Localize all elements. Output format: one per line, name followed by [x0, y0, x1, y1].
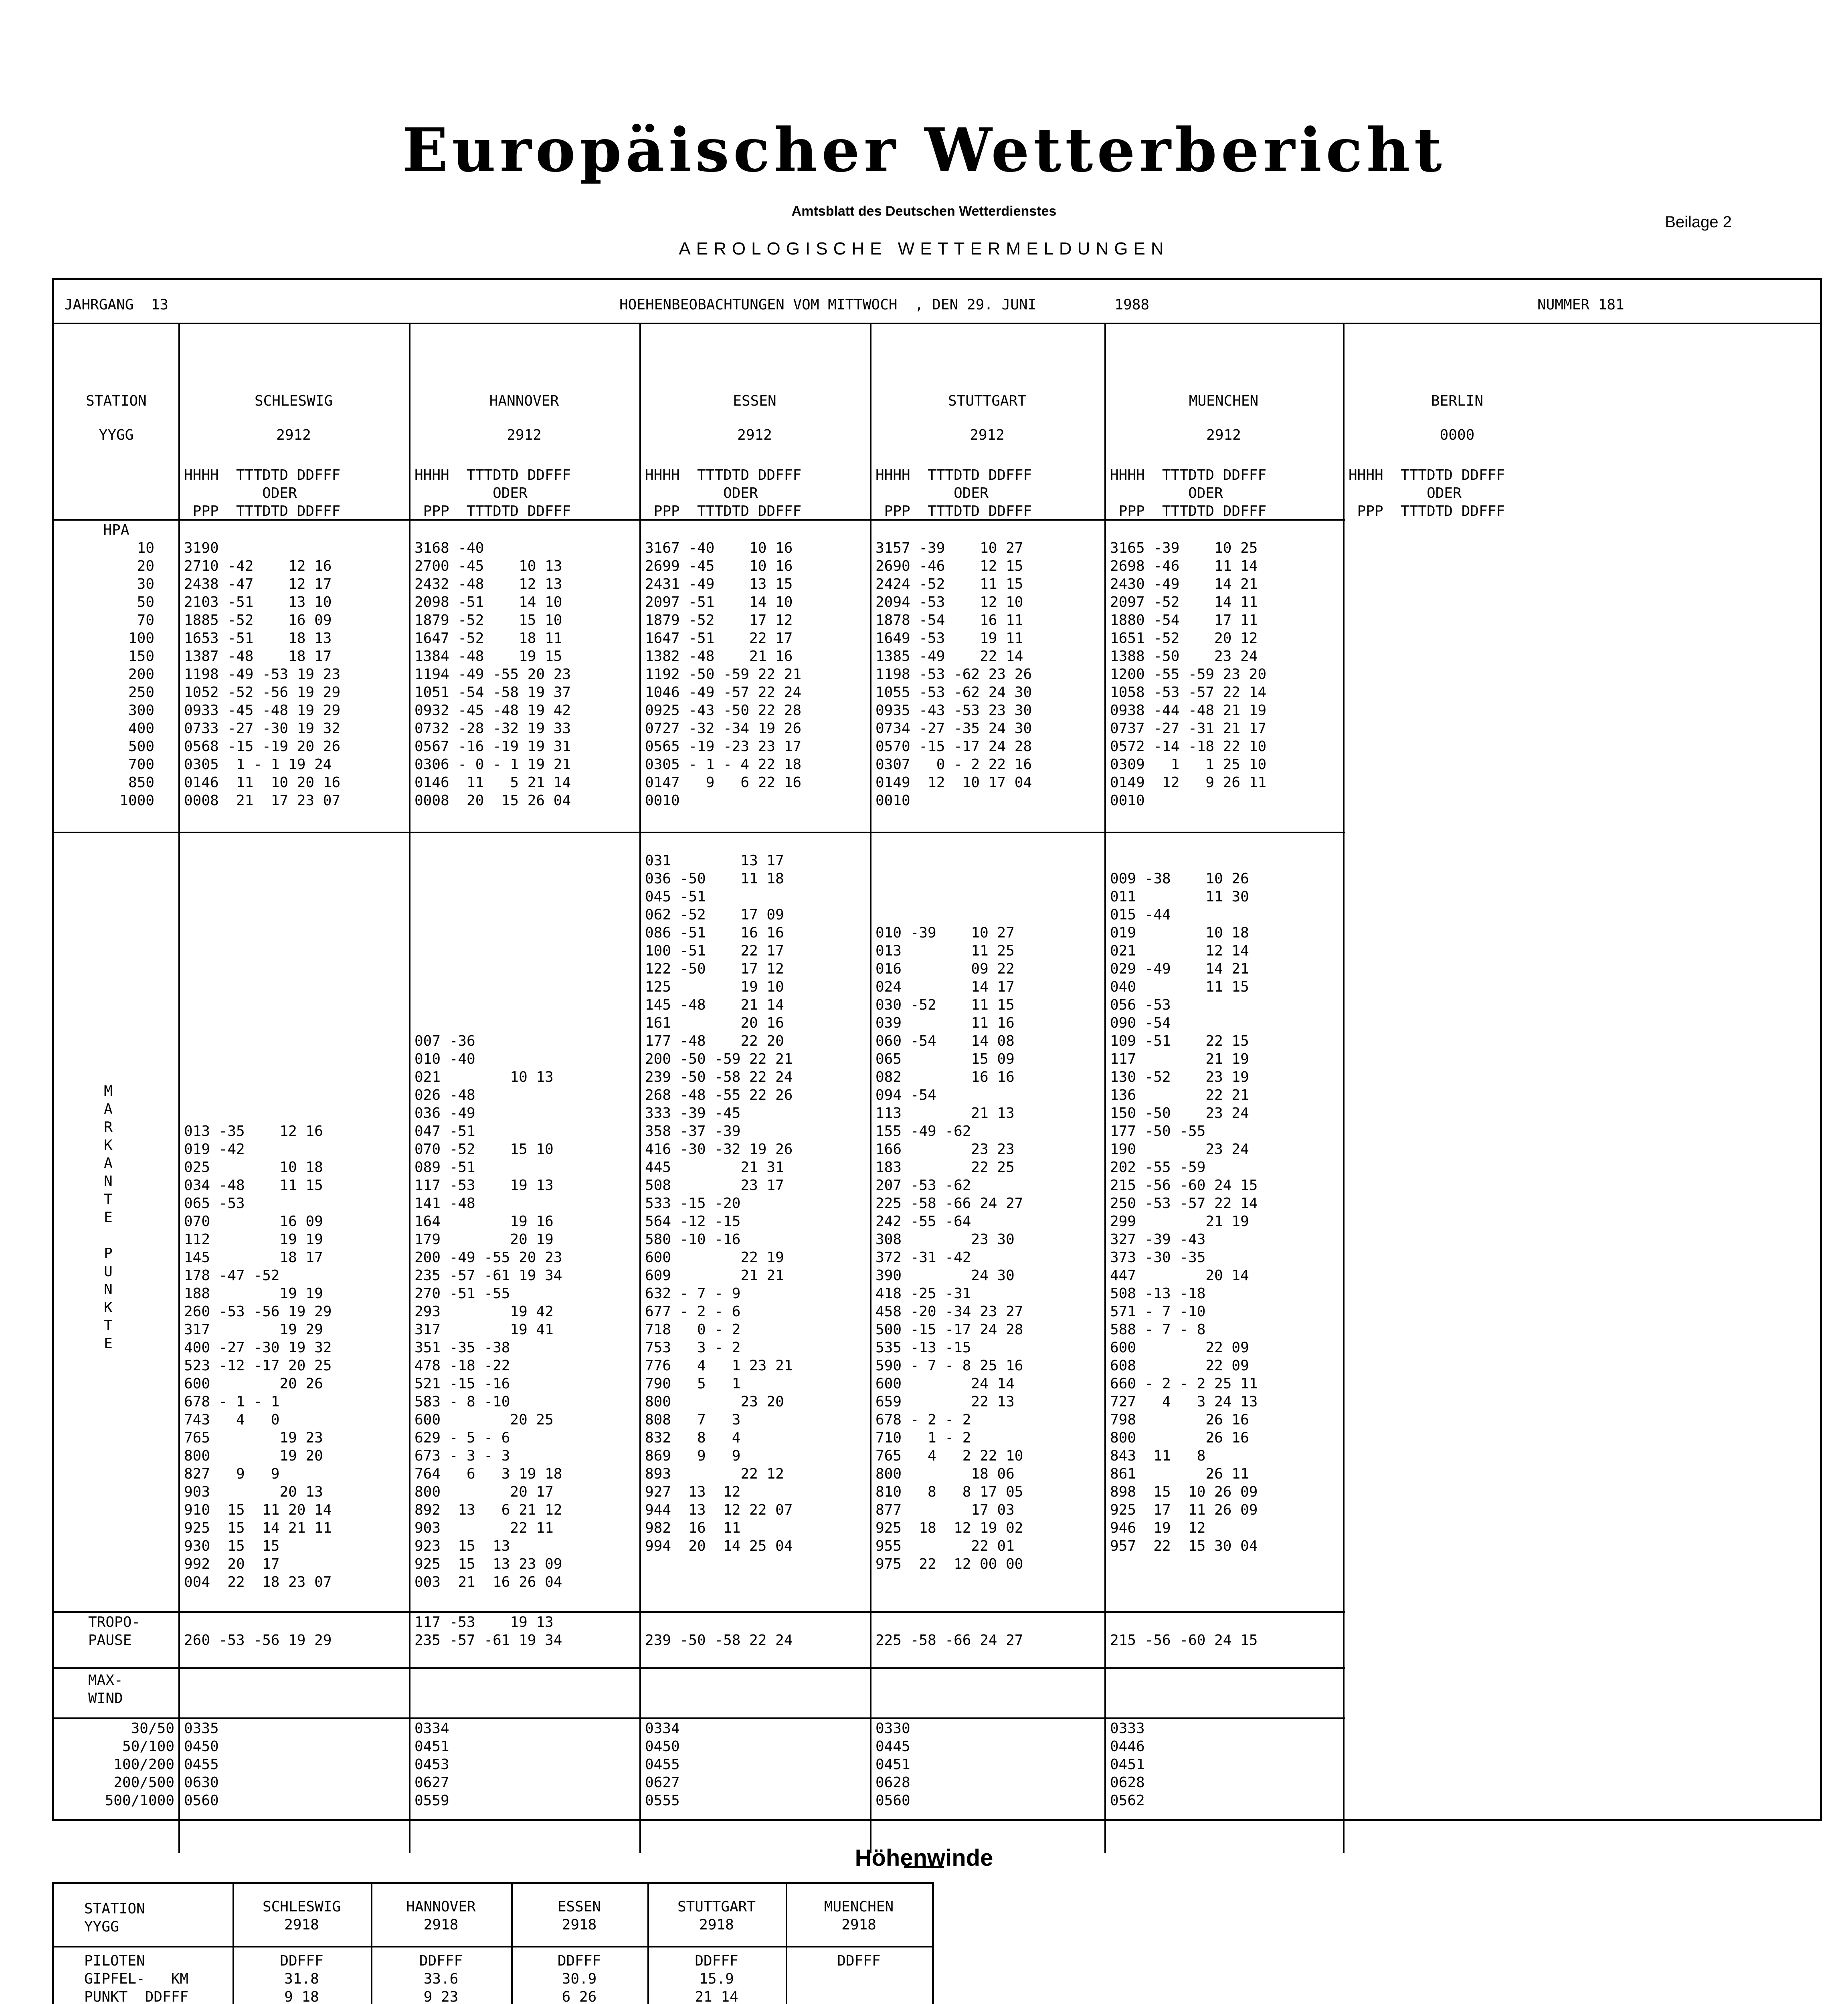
- pressure-level: 200: [128, 666, 154, 683]
- hw-station-name: ESSEN 2918: [557, 1899, 601, 1933]
- hpa-label: HPA: [103, 522, 129, 538]
- row-divider: [52, 832, 1345, 833]
- pressure-level: 10: [137, 540, 154, 556]
- markante-letter: U: [104, 1263, 113, 1280]
- pressure-level: 50: [137, 594, 154, 610]
- pressure-level: 30: [137, 576, 154, 592]
- markante-letter: E: [104, 1335, 113, 1352]
- maxwind-level: 500/1000: [105, 1792, 174, 1809]
- col-divider: [1104, 323, 1106, 1853]
- markante-letter: K: [104, 1137, 113, 1154]
- markante-letter: R: [104, 1119, 113, 1135]
- tropopause-data: 215 -56 -60 24 15: [1110, 1632, 1258, 1648]
- beilage-label: Beilage 2: [1665, 213, 1732, 231]
- hoehenwinde-title: Höhenwinde: [855, 1845, 993, 1871]
- tropopause-data: 239 -50 -58 22 24: [645, 1632, 793, 1648]
- pressure-level: 700: [128, 756, 154, 773]
- markante-letter: M: [104, 1083, 113, 1099]
- markante-letter: N: [104, 1281, 113, 1298]
- col-divider: [1343, 323, 1345, 1853]
- section-title: AEROLOGISCHE WETTERMELDUNGEN: [679, 239, 1169, 259]
- page-subtitle: Amtsblatt des Deutschen Wetterdienstes: [791, 204, 1057, 219]
- standard-levels-data: 3157 -39 10 27 2690 -46 12 15 2424 -52 11 15 2094 -53 12 10 1878 -54 16 11 1649 -53 19 11 1385 -49 22 14 1198 -53 -62 23 26 1055 -53 -62 24 30 0935 -43 -53 23 30 0734 -27 -35 24 30 0570 -15 -17 24 28 0307 0 - 2 22 16 0149 12 10 17 04 0010: [875, 540, 1032, 809]
- station-column-head: HHHH TTTDTD DDFFF ODER PPP TTTDTD DDFFF: [1110, 467, 1267, 519]
- station-label: STATION: [86, 393, 147, 409]
- maxwind-data: 0333 0446 0451 0628 0562: [1110, 1720, 1145, 1809]
- markante-letter: K: [104, 1299, 113, 1316]
- maxwind-level: 50/100: [122, 1738, 174, 1755]
- row-divider: [52, 1611, 1345, 1613]
- significant-levels-data: 007 -36 010 -40 021 10 13 026 -48 036 -49 047 -51 070 -52 15 10 089 -51 117 -53 19 13 141 -48 164 19 16 179 20 19 200 -49 -55 20 23 235 -57 -61 19 34 270 -51 -55 293 19 42 317 19 41 351 -35 -38 478 -18 -22 521 -15 -16 583 - 8 -10 600 20 25 629 - 5 - 6 673 - 3 - 3 764 6 3 19 18 800 20 17 892 13 6 21 12 903 22 11 923 15 13 925 15 13 23 09 003 21 16 26 04: [414, 1033, 562, 1590]
- standard-levels-data: 3167 -40 10 16 2699 -45 10 16 2431 -49 13 15 2097 -51 14 10 1879 -52 17 12 1647 -51 22 17 1382 -48 21 16 1192 -50 -59 22 21 1046 -49 -57 22 24 0925 -43 -50 22 28 0727 -32 -34 19 26 0565 -19 -23 23 17 0305 - 1 - 4 22 18 0147 9 6 22 16 0010: [645, 540, 802, 809]
- hw-piloten-label: PILOTEN GIPFEL- KM PUNKT DDFFF: [84, 1953, 189, 2004]
- station-name: HANNOVER: [489, 393, 559, 409]
- hw-station-name: STUTTGART 2918: [677, 1899, 756, 1933]
- maxwind-label: MAX- WIND: [88, 1672, 123, 1707]
- observation-date: HOEHENBEOBACHTUNGEN VOM MITTWOCH , DEN 29. JUNI 1988: [619, 297, 1150, 313]
- station-name: ESSEN: [733, 393, 776, 409]
- significant-levels-data: 013 -35 12 16 019 -42 025 10 18 034 -48 11 15 065 -53 070 16 09 112 19 19 145 18 17 178 -47 -52 188 19 19 260 -53 -56 19 29 317 19 29 400 -27 -30 19 32 523 -12 -17 20 25 600 20 26 678 - 1 - 1 743 4 0 765 19 23 800 19 20 827 9 9 903 20 13 910 15 11 20 14 925 15 14 21 11 930 15 15 992 20 17 004 22 18 23 07: [184, 1123, 332, 1590]
- markante-letter: N: [104, 1173, 113, 1190]
- station-column-head: HHHH TTTDTD DDFFF ODER PPP TTTDTD DDFFF: [645, 467, 802, 519]
- maxwind-data: 0334 0451 0453 0627 0559: [414, 1720, 449, 1809]
- markante-letter: A: [104, 1155, 113, 1172]
- nummer-label: NUMMER 181: [1537, 297, 1624, 313]
- row-divider: [52, 1717, 1345, 1719]
- hw-piloten-data: DDFFF 31.8 9 18: [280, 1953, 324, 2004]
- row-divider: [52, 1667, 1345, 1669]
- station-yygg: 2912: [1206, 427, 1241, 443]
- pressure-level: 250: [128, 684, 154, 701]
- jahrgang-label: JAHRGANG 13: [64, 297, 169, 313]
- hw-station-name: SCHLESWIG 2918: [262, 1899, 341, 1933]
- title-underline: [904, 1866, 944, 1868]
- markante-letter: E: [104, 1209, 113, 1226]
- col-divider: [409, 323, 410, 1853]
- standard-levels-data: 3165 -39 10 25 2698 -46 11 14 2430 -49 14 21 2097 -52 14 11 1880 -54 17 11 1651 -52 20 12 1388 -50 23 24 1200 -55 -59 23 20 1058 -53 -57 22 14 0938 -44 -48 21 19 0737 -27 -31 21 17 0572 -14 -18 22 10 0309 1 1 25 10 0149 12 9 26 11 0010: [1110, 540, 1267, 809]
- station-column-head: HHHH TTTDTD DDFFF ODER PPP TTTDTD DDFFF: [414, 467, 571, 519]
- station-column-head: HHHH TTTDTD DDFFF ODER PPP TTTDTD DDFFF: [875, 467, 1032, 519]
- standard-levels-data: 3190 2710 -42 12 16 2438 -47 12 17 2103 -51 13 10 1885 -52 16 09 1653 -51 18 13 1387 -48 18 17 1198 -49 -53 19 23 1052 -52 -56 19 29 0933 -45 -48 19 29 0733 -27 -30 19 32 0568 -15 -19 20 26 0305 1 - 1 19 24 0146 11 10 20 16 0008 21 17 23 07: [184, 540, 341, 809]
- maxwind-level: 100/200: [113, 1756, 174, 1773]
- maxwind-data: 0330 0445 0451 0628 0560: [875, 1720, 910, 1809]
- station-name: STUTTGART: [948, 393, 1027, 409]
- station-yygg: 2912: [737, 427, 772, 443]
- hw-station-name: MUENCHEN 2918: [824, 1899, 894, 1933]
- col-divider: [870, 323, 871, 1853]
- pressure-level: 20: [137, 558, 154, 574]
- significant-levels-data: 031 13 17 036 -50 11 18 045 -51 062 -52 17 09 086 -51 16 16 100 -51 22 17 122 -50 17 12 125 19 10 145 -48 21 14 161 20 16 177 -48 22 20 200 -50 -59 22 21 239 -50 -58 22 24 268 -48 -55 22 26 333 -39 -45 358 -37 -39 416 -30 -32 19 26 445 21 31 508 23 17 533 -15 -20 564 -12 -15 580 -10 -16 600 22 19 609 21 21 632 - 7 - 9 677 - 2 - 6 718 0 - 2 753 3 - 2 776 4 1 23 21 790 5 1 800 23 20 808 7 3 832 8 4 869 9 9 893 22 12 927 13 12 944 13 12 22 07 982 16 11 994 20 14 25 04: [645, 853, 793, 1554]
- standard-levels-data: 3168 -40 2700 -45 10 13 2432 -48 12 13 2098 -51 14 10 1879 -52 15 10 1647 -52 18 11 1384 -48 19 15 1194 -49 -55 20 23 1051 -54 -58 19 37 0932 -45 -48 19 42 0732 -28 -32 19 33 0567 -16 -19 19 31 0306 - 0 - 1 19 21 0146 11 5 21 14 0008 20 15 26 04: [414, 540, 571, 809]
- hw-station-label: STATION YYGG: [84, 1901, 145, 1935]
- pressure-level: 150: [128, 648, 154, 665]
- pressure-level: 500: [128, 738, 154, 755]
- hw-col-divider: [932, 1882, 934, 2004]
- info-divider: [52, 323, 1822, 324]
- maxwind-level: 30/50: [131, 1720, 174, 1737]
- station-column-head: HHHH TTTDTD DDFFF ODER PPP TTTDTD DDFFF: [1349, 467, 1505, 519]
- station-name: BERLIN: [1431, 393, 1484, 409]
- markante-letter: A: [104, 1101, 113, 1117]
- hw-piloten-data: DDFFF: [837, 1953, 881, 1969]
- maxwind-level: 200/500: [113, 1774, 174, 1791]
- tropopause-data: 117 -53 19 13 235 -57 -61 19 34: [414, 1614, 562, 1648]
- hw-piloten-data: DDFFF 15.9 21 14: [695, 1953, 738, 2004]
- markante-letter: T: [104, 1317, 113, 1334]
- markante-letter: T: [104, 1191, 113, 1208]
- significant-levels-data: 009 -38 10 26 011 11 30 015 -44 019 10 18 021 12 14 029 -49 14 21 040 11 15 056 -53 090 -54 109 -51 22 15 117 21 19 130 -52 23 19 136 22 21 150 -50 23 24 177 -50 -55 190 23 24 202 -55 -59 215 -56 -60 24 15 250 -53 -57 22 14 299 21 19 327 -39 -43 373 -30 -35 447 20 14 508 -13 -18 571 - 7 -10 588 - 7 - 8 600 22 09 608 22 09 660 - 2 - 2 25 11 727 4 3 24 13 798 26 16 800 26 16 843 11 8 861 26 11 898 15 10 26 09 925 17 11 26 09 946 19 12 957 22 15 30 04: [1110, 871, 1258, 1554]
- markante-letter: P: [104, 1245, 113, 1262]
- significant-levels-data: 010 -39 10 27 013 11 25 016 09 22 024 14 17 030 -52 11 15 039 11 16 060 -54 14 08 065 15 09 082 16 16 094 -54 113 21 13 155 -49 -62 166 23 23 183 22 25 207 -53 -62 225 -58 -66 24 27 242 -55 -64 308 23 30 372 -31 -42 390 24 30 418 -25 -31 458 -20 -34 23 27 500 -15 -17 24 28 535 -13 -15 590 - 7 - 8 25 16 600 24 14 659 22 13 678 - 2 - 2 710 1 - 2 765 4 2 22 10 800 18 06 810 8 8 17 05 877 17 03 925 18 12 19 02 955 22 01 975 22 12 00 00: [875, 925, 1023, 1572]
- hw-piloten-data: DDFFF 33.6 9 23: [419, 1953, 463, 2004]
- tropopause-label: TROPO- PAUSE: [88, 1614, 141, 1648]
- hw-piloten-data: DDFFF 30.9 6 26: [557, 1953, 601, 2004]
- station-name: MUENCHEN: [1189, 393, 1259, 409]
- tropopause-data: 260 -53 -56 19 29: [184, 1632, 332, 1648]
- hw-station-name: HANNOVER 2918: [406, 1899, 476, 1933]
- pressure-level: 300: [128, 702, 154, 719]
- station-yygg: 2912: [970, 427, 1005, 443]
- pressure-level: 850: [128, 774, 154, 791]
- hw-row-divider: [52, 1946, 934, 1947]
- station-yygg: 2912: [276, 427, 311, 443]
- pressure-level: 1000: [119, 792, 154, 809]
- tropopause-data: 225 -58 -66 24 27: [875, 1632, 1023, 1648]
- station-yygg: 2912: [507, 427, 542, 443]
- maxwind-data: 0334 0450 0455 0627 0555: [645, 1720, 680, 1809]
- pressure-level: 400: [128, 720, 154, 737]
- col-divider: [639, 323, 641, 1853]
- station-column-head: HHHH TTTDTD DDFFF ODER PPP TTTDTD DDFFF: [184, 467, 341, 519]
- maxwind-data: 0335 0450 0455 0630 0560: [184, 1720, 219, 1809]
- station-yygg: 0000: [1440, 427, 1475, 443]
- page-title: Europäischer Wetterbericht: [402, 115, 1446, 186]
- station-name: SCHLESWIG: [254, 393, 333, 409]
- pressure-level: 100: [128, 630, 154, 646]
- yygg-label: YYGG: [99, 427, 134, 443]
- pressure-level: 70: [137, 612, 154, 628]
